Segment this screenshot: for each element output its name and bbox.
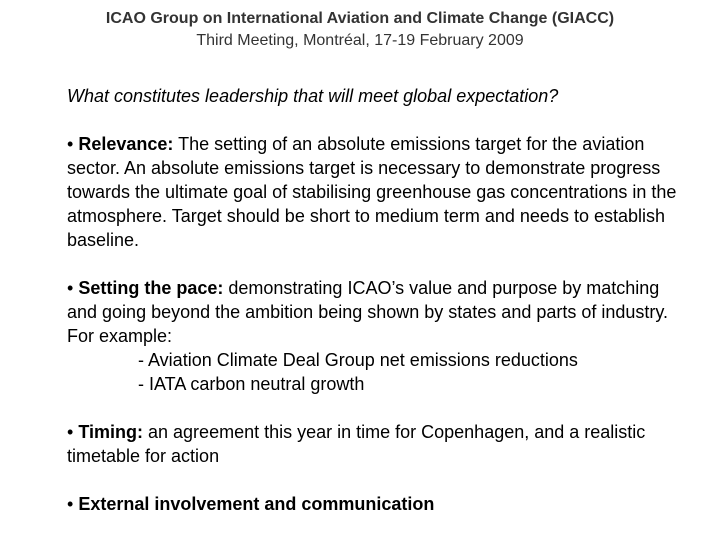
header-subtitle: Third Meeting, Montréal, 17-19 February 2009: [196, 32, 524, 49]
sub-item: - IATA carbon neutral growth: [138, 374, 365, 394]
sub-item: - Aviation Climate Deal Group net emissions reductions: [138, 350, 578, 370]
bullet: •: [67, 422, 74, 442]
point-text: an agreement this year in time for Copenhagen, and a realistic timetable for action: [67, 422, 646, 466]
point-title: Timing:: [78, 422, 143, 442]
point-text: The setting of an absolute emissions target for the aviation sector. An absolute emissions target is necessary to demonstrate progress towards the ultimate goal of stabilising greenhouse gas concentrations in the atmosphere. Target should be short to medium term and needs to establish baseline.: [67, 134, 677, 250]
point-title: Setting the pace:: [78, 278, 224, 298]
slide-header: [0, 8, 720, 52]
point-setting-the-pace: [67, 276, 687, 396]
point-title: Relevance:: [78, 134, 174, 154]
point-relevance: [67, 132, 687, 252]
point-title: External involvement and communication: [78, 494, 435, 514]
bullet: •: [67, 278, 74, 298]
slide-question: What constitutes leadership that will meet global expectation?: [67, 86, 559, 106]
point-timing: [67, 420, 687, 468]
point-text: demonstrating ICAO’s value and purpose by matching and going beyond the ambition being shown by states and parts of industry. For example:: [67, 278, 669, 346]
bullet: •: [67, 494, 74, 514]
point-external-involvement: [67, 492, 687, 516]
bullet: •: [67, 134, 74, 154]
header-title: ICAO Group on International Aviation and Climate Change (GIACC): [105, 10, 615, 27]
